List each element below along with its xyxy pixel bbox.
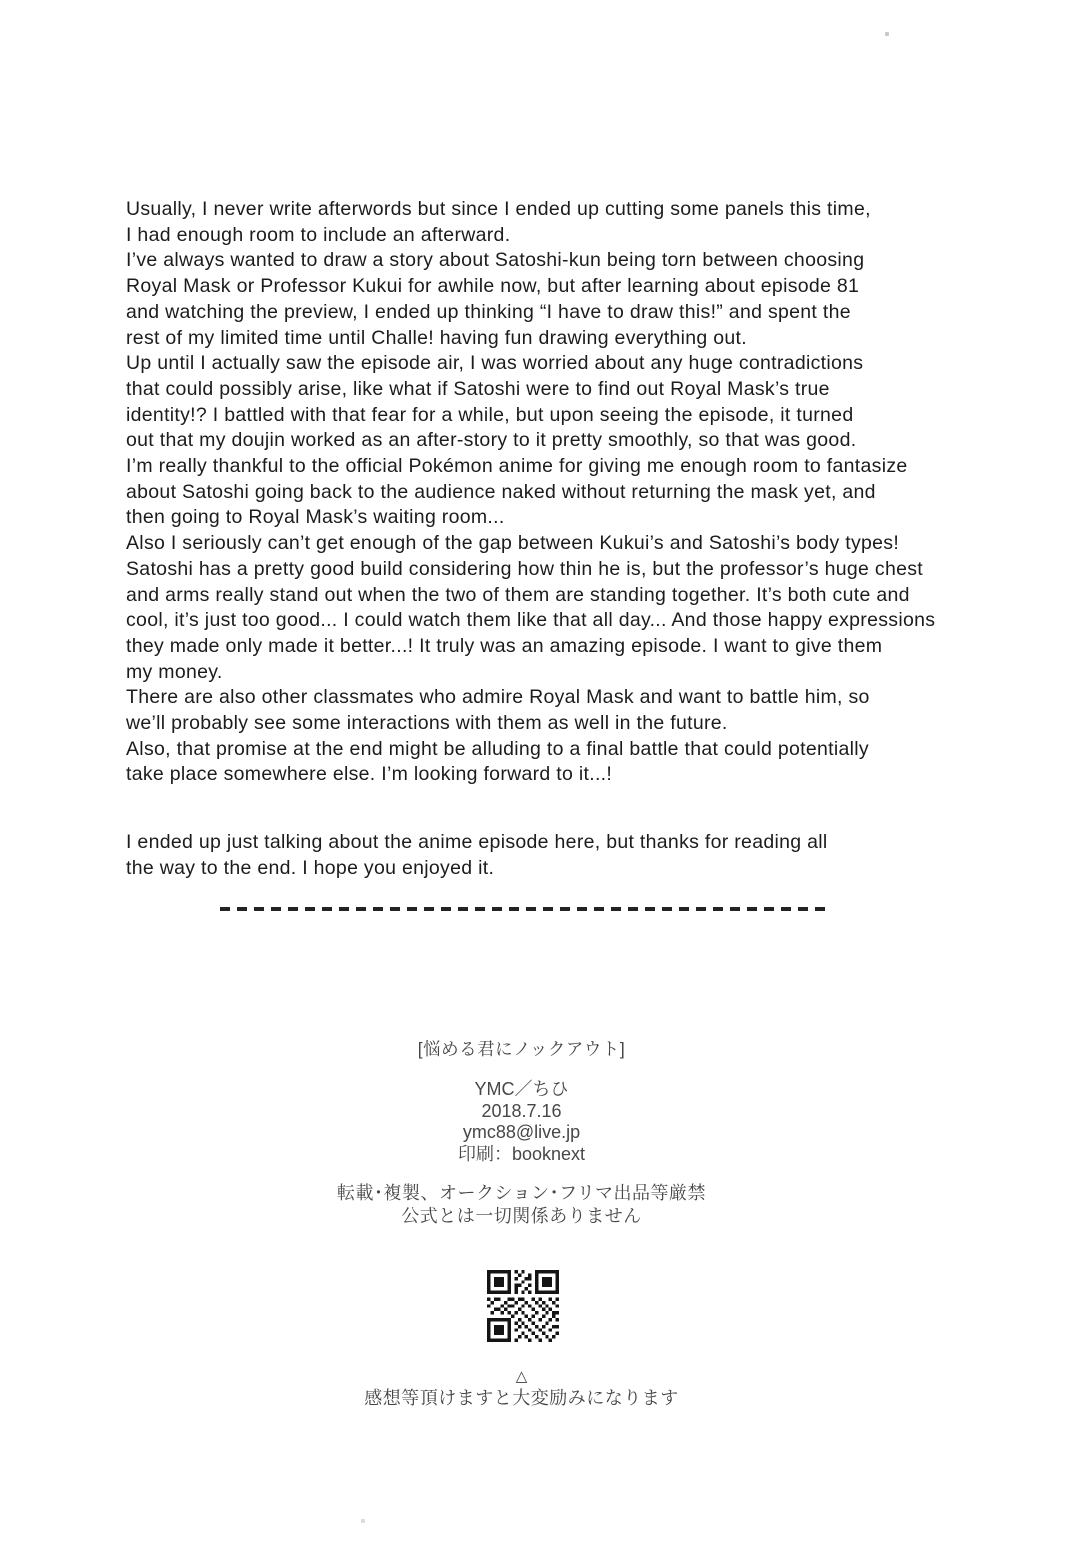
afterword-line: Also I seriously can’t get enough of the gap between Kukui’s and Satoshi’s body types!: [126, 532, 900, 555]
credits-block: [0, 1079, 1043, 1165]
afterword-line: Usually, I never write afterwords but since I ended up cutting some panels this time,: [126, 198, 871, 220]
qr-code-icon: [487, 1270, 559, 1342]
afterword-line: and arms really stand out when the two of them are standing together. It’s both cute and: [126, 583, 910, 606]
scan-speck: [885, 32, 889, 36]
afterword-text-block: [126, 197, 1016, 882]
afterword-line: out that my doujin worked as an after-story to it pretty smoothly, so that was good.: [126, 429, 857, 452]
feedback-note: 感想等頂けますと大変励みになります: [364, 1388, 679, 1408]
dashed-divider: [220, 907, 832, 911]
notice-line: 公式とは一切関係ありません: [401, 1206, 642, 1226]
notice-line: 転載･複製、オークション･フリマ出品等厳禁: [336, 1183, 707, 1203]
closing-line: the way to the end. I hope you enjoyed it.: [126, 856, 495, 879]
circle-author: YMC／ちひ: [474, 1079, 569, 1099]
afterword-line: that could possibly arise, like what if Satoshi were to find out Royal Mask’s true: [126, 377, 830, 400]
contact-email: ymc88@live.jp: [462, 1122, 581, 1142]
doujin-title: [悩める君にノックアウト]: [417, 1039, 626, 1059]
afterword-line: then going to Royal Mask’s waiting room...: [126, 506, 505, 529]
afterword-line: cool, it’s just too good... I could watch them like that all day... And those happy expressions: [126, 609, 936, 632]
afterword-line: rest of my limited time until Challe! having fun drawing everything out.: [126, 326, 747, 349]
legal-notice: [0, 1182, 1043, 1228]
afterword-line: I had enough room to include an afterward.: [126, 223, 511, 246]
afterword-line: I’ve always wanted to draw a story about Satoshi-kun being torn between choosing: [126, 249, 865, 272]
afterword-line: Up until I actually saw the episode air, I was worried about any huge contradictions: [126, 352, 864, 375]
afterword-line: identity!? I battled with that fear for a while, but upon seeing the episode, it turned: [126, 403, 854, 426]
feedback-block: [0, 1368, 1043, 1410]
scan-speck: [361, 1519, 365, 1523]
printer-credit: 印刷：booknext: [457, 1143, 586, 1164]
closing-line: I ended up just talking about the anime episode here, but thanks for reading all: [126, 831, 828, 854]
afterword-line: I’m really thankful to the official Pokémon anime for giving me enough room to fantasize: [126, 455, 908, 478]
afterword-line: Satoshi has a pretty good build considering how thin he is, but the professor’s huge chest: [126, 557, 924, 580]
triangle-marker-icon: △: [515, 1368, 528, 1385]
afterword-line: my money.: [126, 660, 223, 683]
afterword-line: Also, that promise at the end might be alluding to a final battle that could potentially: [126, 737, 869, 760]
afterword-line: There are also other classmates who admire Royal Mask and want to battle him, so: [126, 686, 870, 709]
afterword-line: they made only made it better...! It truly was an amazing episode. I want to give them: [126, 634, 883, 657]
afterword-line: about Satoshi going back to the audience naked without returning the mask yet, and: [126, 480, 876, 503]
afterword-line: and watching the preview, I ended up thinking “I have to draw this!” and spent the: [126, 300, 851, 323]
afterword-line: take place somewhere else. I’m looking forward to it...!: [126, 763, 613, 786]
afterword-line: we’ll probably see some interactions with them as well in the future.: [126, 712, 728, 735]
afterword-line: Royal Mask or Professor Kukui for awhile now, but after learning about episode 81: [126, 275, 860, 298]
colophon: [0, 1038, 1043, 1228]
paragraph-gap: [126, 788, 1016, 830]
release-date: 2018.7.16: [481, 1100, 562, 1121]
